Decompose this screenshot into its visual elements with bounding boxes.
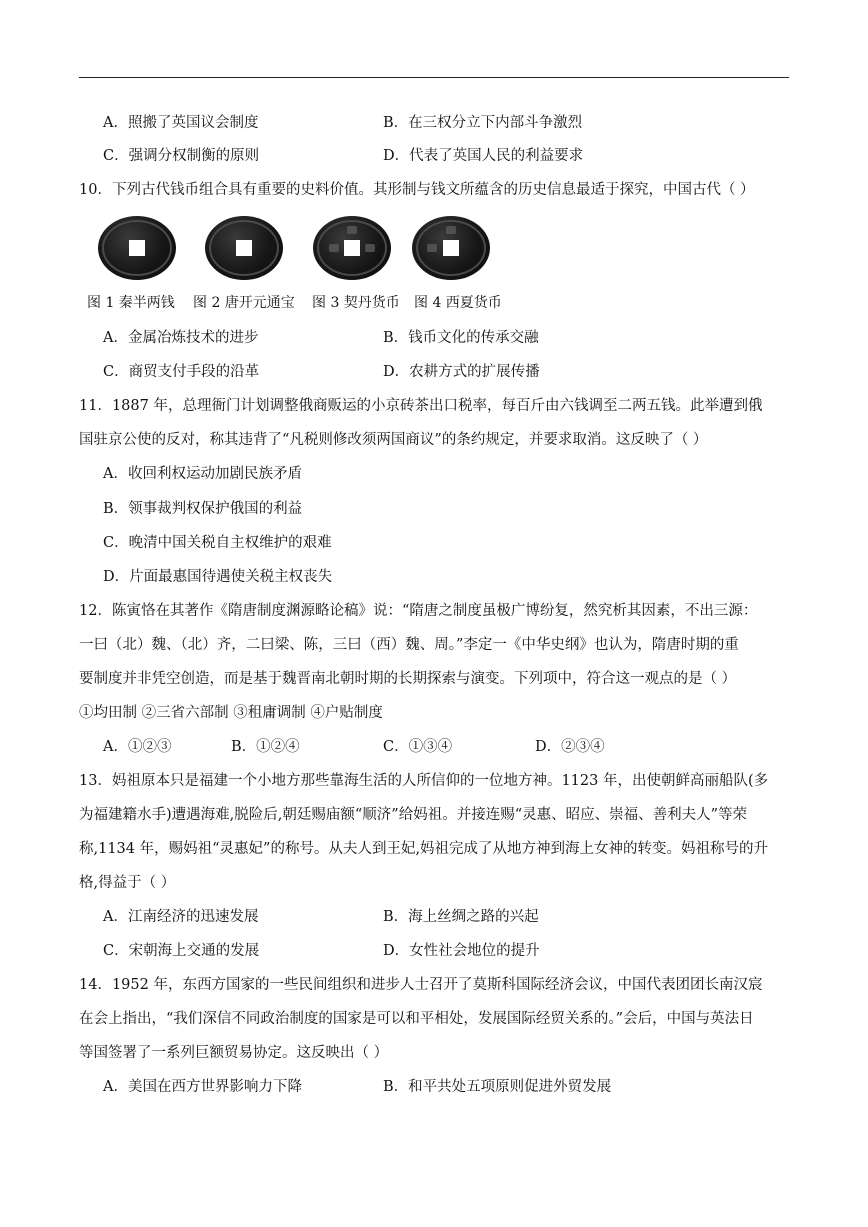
- header-rule: [79, 77, 789, 78]
- coin-caption-3: 图 3 契丹货币: [312, 295, 400, 311]
- q10-option-a[interactable]: A．金属冶炼技术的进步: [103, 330, 259, 346]
- q13-option-b[interactable]: B．海上丝绸之路的兴起: [383, 909, 539, 925]
- coin-western-xia-image: [412, 216, 490, 280]
- q9-option-c[interactable]: C．强调分权制衡的原则: [103, 148, 260, 164]
- q11-stem-line-1: 11．1887 年，总理衙门计划调整俄商贩运的小京砖茶出口税率，每百斤由六钱调至二两五钱。此举遭到俄: [79, 398, 763, 414]
- q9-option-b[interactable]: B．在三权分立下内部斗争激烈: [383, 115, 583, 131]
- q13-stem-line-4: 格,得益于（ ）: [79, 875, 176, 891]
- q14-stem-line-3: 等国签署了一系列巨额贸易协定。这反映出（ ）: [79, 1045, 389, 1061]
- q9-option-a[interactable]: A．照搬了英国议会制度: [103, 115, 259, 131]
- q12-option-b[interactable]: B．①②④: [231, 739, 300, 755]
- q12-option-d[interactable]: D．②③④: [535, 739, 605, 755]
- coin-caption-2: 图 2 唐开元通宝: [193, 295, 295, 311]
- q14-stem-line-1: 14．1952 年，东西方国家的一些民间组织和进步人士召开了莫斯科国际经济会议，中国代表团团长南汉宸: [79, 977, 763, 993]
- q10-stem: 10．下列古代钱币组合具有重要的史料价值。其形制与钱文所蕴含的历史信息最适于探究，中国古代（ ）: [79, 182, 755, 198]
- q14-option-a[interactable]: A．美国在西方世界影响力下降: [103, 1079, 302, 1095]
- q11-option-c[interactable]: C．晚清中国关税自主权维护的艰难: [103, 535, 332, 551]
- q13-stem-line-1: 13．妈祖原本只是福建一个小地方那些靠海生活的人所信仰的一位地方神。1123 年，出使朝鲜高丽船队(多: [79, 773, 769, 789]
- q12-option-c[interactable]: C．①③④: [383, 739, 453, 755]
- q12-stem-line-3: 要制度并非凭空创造，而是基于魏晋南北朝时期的长期探索与演变。下列项中，符合这一观点的是（ ）: [79, 671, 737, 687]
- coin-qin-banliang-image: [98, 216, 176, 280]
- q12-stem-line-2: 一曰（北）魏、（北）齐，二曰梁、陈，三曰（西）魏、周。”李定一《中华史纲》也认为，隋唐时期的重: [79, 637, 739, 653]
- q14-stem-line-2: 在会上指出，“我们深信不同政治制度的国家是可以和平相处，发展国际经贸关系的。”会后，中国与英法日: [79, 1011, 754, 1027]
- coin-khitan-image: [313, 216, 391, 280]
- q14-option-b[interactable]: B．和平共处五项原则促进外贸发展: [383, 1079, 612, 1095]
- coin-tang-kaiyuan-image: [205, 216, 283, 280]
- q13-stem-line-2: 为福建籍水手)遭遇海难,脱险后,朝廷赐庙额“顺济”给妈祖。并接连赐“灵惠、昭应、崇福、善利夫人”等荣: [79, 807, 748, 823]
- q10-option-d[interactable]: D．农耕方式的扩展传播: [383, 364, 540, 380]
- q13-stem-line-3: 称,1134 年，赐妈祖“灵惠妃”的称号。从夫人到王妃,妈祖完成了从地方神到海上女神的转变。妈祖称号的升: [79, 841, 769, 857]
- q11-option-d[interactable]: D．片面最惠国待遇使关税主权丧失: [103, 569, 333, 585]
- q13-option-d[interactable]: D．女性社会地位的提升: [383, 943, 540, 959]
- q11-stem-line-2: 国驻京公使的反对，称其违背了“凡税则修改须两国商议”的条约规定，并要求取消。这反映了（ ）: [79, 432, 708, 448]
- coin-caption-4: 图 4 西夏货币: [414, 295, 502, 311]
- q11-option-b[interactable]: B．领事裁判权保护俄国的利益: [103, 501, 303, 517]
- q10-option-c[interactable]: C．商贸支付手段的沿革: [103, 364, 260, 380]
- q12-stem-line-1: 12．陈寅恪在其著作《隋唐制度渊源略论稿》说：“隋唐之制度虽极广博纷复，然究析其因素，不出三源：: [79, 603, 758, 619]
- q13-option-c[interactable]: C．宋朝海上交通的发展: [103, 943, 260, 959]
- q12-option-a[interactable]: A．①②③: [103, 739, 172, 755]
- q11-option-a[interactable]: A．收回利权运动加剧民族矛盾: [103, 466, 302, 482]
- q13-option-a[interactable]: A．江南经济的迅速发展: [103, 909, 259, 925]
- q9-option-d[interactable]: D．代表了英国人民的利益要求: [383, 148, 584, 164]
- q12-item-list: ①均田制 ②三省六部制 ③租庸调制 ④户贴制度: [79, 705, 383, 721]
- coin-caption-1: 图 1 秦半两钱: [87, 295, 175, 311]
- q10-option-b[interactable]: B．钱币文化的传承交融: [383, 330, 539, 346]
